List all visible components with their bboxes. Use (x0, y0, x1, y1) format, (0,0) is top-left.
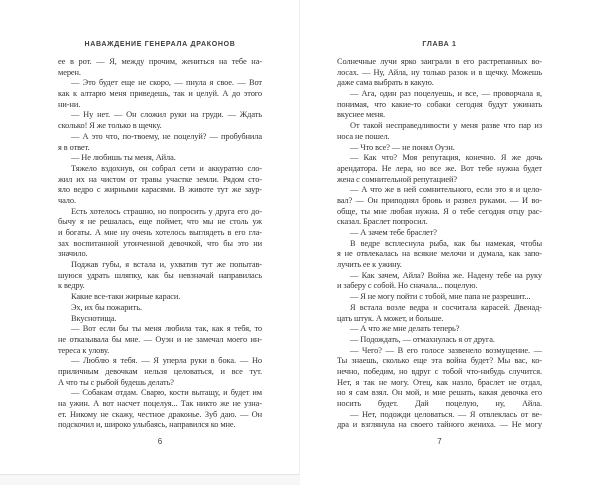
text-line: не отказывала бы мне. — Оуэн и не замечал моего ин- (58, 334, 262, 344)
text-line: сказал. Браслет попросил. (337, 217, 428, 227)
text-line: нечно, победим, но вдруг с тобой что-нибудь случится. (337, 366, 542, 376)
left-page-text (58, 57, 262, 431)
running-header-book-title: НАВАЖДЕНИЕ ГЕНЕРАЛА ДРАКОНОВ (84, 41, 236, 48)
text-line: дра и взглянула на своего тайного жениха. — Не могу (337, 420, 542, 430)
text-line: мерен. (58, 67, 81, 77)
text-line: — Как что? Моя репутация, конечно. Я же дочь (350, 153, 542, 163)
text-line: чало. (58, 195, 76, 205)
text-line: носить будет. Дай поцелую, ну, Айла. (337, 399, 542, 408)
text-line: тереса к улову. (58, 345, 110, 355)
text-line: Поджав губы, я встала и, ухватив тут же попытав- (71, 260, 262, 270)
text-line: — Люблю я тебя. — Я уперла руки в бока. — Но (71, 356, 262, 366)
text-line: даже сама выбрать в какую. (337, 78, 434, 88)
text-line: — Что все? — не понял Оуэн. (350, 142, 455, 152)
text-line: — Нет, подожди целоваться. — Я отвлеклась от ве- (350, 409, 542, 419)
text-line: обще, ты мне любая нужна. Я о тебе сегодня отцу рас- (337, 206, 542, 216)
text-line: Ты знаешь, сколько еще эта война будет? Мы вас, ко- (337, 356, 542, 366)
text-line: — Подождать, — отмахнулась я от друга. (350, 334, 495, 344)
running-header-chapter: ГЛАВА 1 (422, 41, 457, 48)
text-line: к ведру. (58, 281, 85, 291)
text-line: — Это будет еще не скоро, — пнула я свое. — Вот (71, 78, 262, 88)
text-line: бычу я не решалась, еще поймет, что мы не столь уж (58, 217, 262, 227)
text-line: и богаты. А мне ну очень хотелось выглядеть в его гла- (58, 228, 262, 237)
text-line: на ужин. А вот насчет поцелуя... Так никто же не узна- (58, 399, 262, 408)
text-line: От такой несправедливости у меня разве что пар из (350, 121, 542, 131)
text-line: Эх, их бы пожарить. (71, 302, 142, 312)
text-line: Тяжело вздохнув, он собрал сети и аккуратно сло- (71, 163, 262, 173)
text-line: — Ага, один раз поцелуешь, и все, — проворчала я, (350, 89, 542, 99)
text-line: — Не любишь ты меня, Айла. (71, 153, 176, 163)
text-line: яло ведро с жирными карасями. В животе тут же заур- (58, 185, 262, 195)
text-line: Солнечные лучи ярко заиграли в его растрепанных во- (337, 57, 542, 66)
text-line: я в ответ. (58, 142, 90, 152)
text-line: как к алтарю меня приведешь, так и целуй. А до этого (58, 89, 262, 99)
right-page-text (337, 57, 542, 431)
text-line: приличным девочкам нельзя целоваться, и все тут. (58, 366, 262, 376)
text-line: жил их на чистом от травы участке земли. Рядом сто- (58, 174, 262, 184)
text-line: — Ну нет. — Он сложил руки на груди. — Ждать (71, 110, 262, 120)
text-line: В ведре всплеснула рыба, как бы намекая, чтобы (350, 238, 542, 248)
text-line: Нет, я так не могу. Отец, как назло, браслет не отдал, (337, 377, 542, 387)
text-line: понимая, что какие-то собаки сегодня будут ужинать (337, 99, 542, 109)
text-line: — Я не могу пойти с тобой, мне папа не разрешит... (350, 292, 531, 302)
text-line: Какие все-таки жирные караси. (71, 292, 181, 302)
text-line: Вкуснотища. (71, 313, 117, 323)
text-line: ет. Никому не скажу, честное драконье. Зуб даю. — Он (58, 409, 262, 419)
text-line: — Собакам отдам. Сварю, кости вытащу, и будет им (71, 388, 262, 398)
text-line: ее в рот. — Я, между прочим, жениться на тебе на- (58, 57, 262, 66)
text-line: — Чего? — В его голосе зазвенело возмущение. — (350, 345, 542, 355)
text-line: цать штук. А может, и больше. (337, 313, 444, 323)
text-line: вкуснее меня. (337, 110, 385, 120)
page-number-left: 6 (157, 437, 163, 446)
text-line: значило. (58, 249, 88, 259)
text-line: — А что же в ней сомнительного, если это я и цело- (350, 185, 542, 195)
left-page[interactable] (0, 0, 300, 475)
text-line: арендатора. Не лера, но все же. Вот тебе нужна будет (337, 163, 542, 173)
right-page[interactable] (300, 0, 600, 485)
page-number-right: 7 (437, 437, 442, 446)
page-edge-shadow (0, 475, 300, 485)
text-line: носа не пошел. (337, 131, 390, 141)
text-line: лучить ее к ужину. (337, 260, 402, 270)
text-line: но я сам взял. Он мой, и мне решать, какая девочка его (337, 388, 542, 398)
text-line: А что ты с рыбой будешь делать? (58, 377, 174, 387)
text-line: ни-ни. (58, 99, 81, 109)
text-line: вал? — Он приподнял бровь и развел руками. — И во- (337, 195, 542, 205)
text-line: — А это что, по-твоему, не поцелуй? — пробубнила (71, 131, 262, 141)
text-line: — Как зачем, Айла? Война же. Надену тебе на руку (350, 270, 542, 280)
text-line: зах воспитанной утонченной девочкой, что бы это ни (58, 238, 262, 248)
text-line: и заберу с собой. Но сначала... поцелую. (337, 281, 478, 291)
text-line: — Вот если бы ты меня любила так, как я тебя, то (71, 324, 262, 334)
text-line: подскочил и, широко улыбаясь, направился ко мне. (58, 420, 236, 430)
text-line: — А что же мне делать теперь? (350, 324, 460, 334)
text-line: — А зачем тебе браслет? (350, 228, 437, 237)
text-line: сколько! Я же только в щечку. (58, 121, 162, 131)
text-line: жена с сомнительной репутацией? (337, 174, 457, 184)
text-line: Есть хотелось страшно, но попросить у друга его до- (71, 206, 262, 216)
text-line: Я встала возле ведра и сосчитала карасей. Двенад- (350, 302, 542, 312)
text-line: лосах. — Ну, Айла, ну только разок и в щечку. Можешь (337, 67, 542, 77)
text-line: я не отвлекалась на всякие мелочи и думала, как запо- (337, 249, 542, 259)
text-line: шуюся удрать шляпку, как бы невзначай направилась (58, 270, 262, 280)
